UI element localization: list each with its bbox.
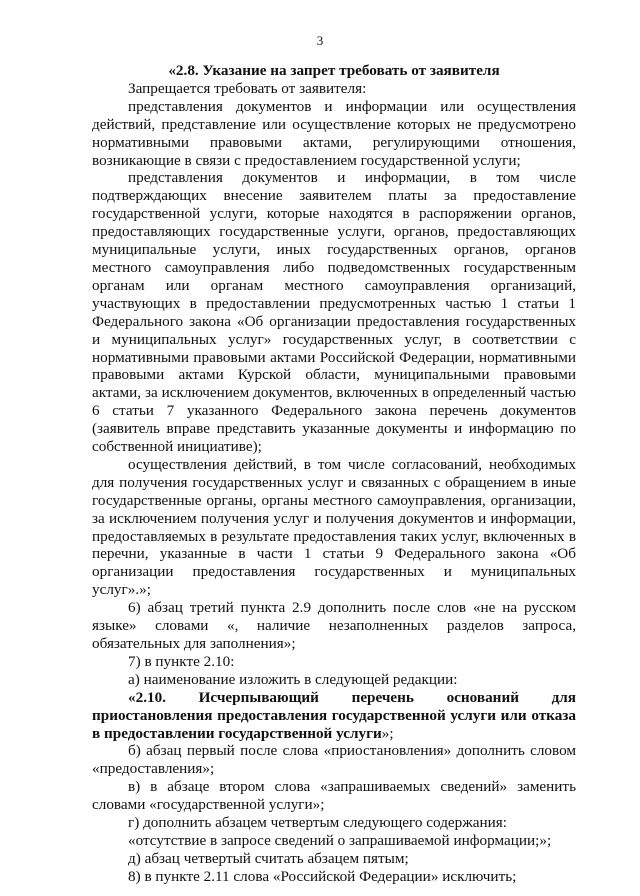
paragraph: б) абзац первый после слова «приостановления» дополнить словом «предоставления»; [92, 742, 576, 778]
heading-2-10-text: «2.10. Исчерпывающий перечень оснований для приостановления предоставления государственной услуги или отказа в предоставлении государственной услуги [92, 688, 576, 742]
paragraph: осуществления действий, в том числе согласований, необходимых для получения государственных услуг и связанных с обращением в иные государственные органы, органы местного самоуправления, организации, за исключением получения услуг и получения документов и информации, предоставляемых в результате предоставления таких услуг, включенных в перечни, указанные в части 1 статьи 9 Федерального закона «Об организации предоставления государственных и муниципальных услуг».»; [92, 455, 576, 599]
section-heading-2-8: «2.8. Указание на запрет требовать от заявителя [168, 62, 500, 79]
paragraph: 7) в пункте 2.10: [128, 652, 235, 670]
section-heading-2-10 [92, 689, 576, 743]
paragraph: а) наименование изложить в следующей редакции: [128, 670, 458, 688]
paragraph: 6) абзац третий пункта 2.9 дополнить после слов «не на русском языке» словами «, наличие незаполненных разделов запроса, обязательных для заполнения»; [92, 599, 576, 652]
paragraph: д) абзац четвертый считать абзацем пятым; [128, 849, 409, 867]
paragraph: представления документов и информации или осуществления действий, представление или осуществление которых не предусмотрено нормативными правовыми актами, регулирующими отношения, возникающие в связи с предоставлением государственной услуги; [92, 97, 576, 169]
paragraph: Запрещается требовать от заявителя: [128, 79, 367, 97]
heading-2-10-tail: »; [381, 724, 394, 742]
paragraph: представления документов и информации, в том числе подтверждающих внесение заявителем платы за предоставление государственной услуги, которые находятся в распоряжении органов, предоставляющих государственные услуги, органов, предоставляющих муниципальные услуги, иных государственных органов, органов местного самоуправления либо подведомственных государственным органам или органам местного самоуправления организаций, участвующих в предоставлении предусмотренных частью 1 статьи 1 Федерального закона «Об организации предоставления государственных и муниципальных услуг» государственных услуг, в соответствии с нормативными правовыми актами Российской Федерации, нормативными правовыми актами Курской области, муниципальными правовыми актами, за исключением документов, включенных в определенный частью 6 статьи 7 указанного Федерального закона перечень документов (заявитель вправе представить указанные документы и информацию по собственной инициативе); [92, 169, 576, 456]
page-number: 3 [316, 33, 324, 48]
paragraph: в) в абзаце втором слова «запрашиваемых сведений» заменить словами «государственной услуги»; [92, 778, 576, 814]
paragraph: «отсутствие в запросе сведений о запрашиваемой информации;»; [128, 831, 552, 849]
paragraph: 8) в пункте 2.11 слова «Российской Федерации» исключить; [128, 867, 517, 885]
paragraph: г) дополнить абзацем четвертым следующего содержания: [128, 814, 507, 832]
document-body [92, 62, 576, 886]
